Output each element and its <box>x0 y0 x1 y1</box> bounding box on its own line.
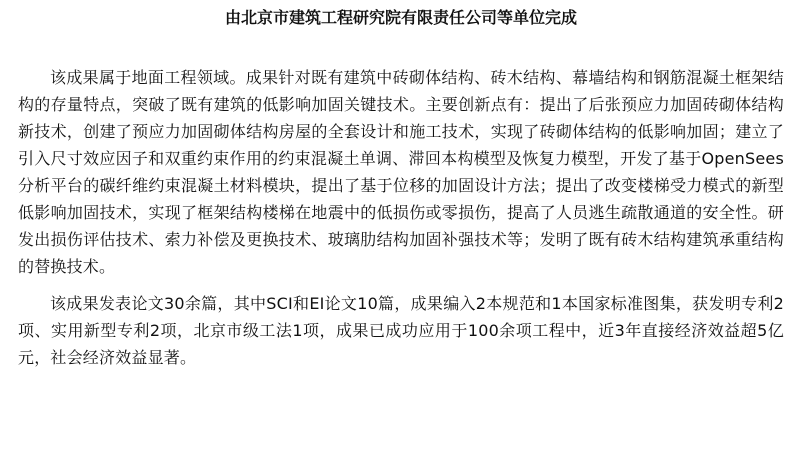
paragraph-achievement-summary: 该成果属于地面工程领域。成果针对既有建筑中砖砌体结构、砖木结构、幕墙结构和钢筋混凝土框架结构的存量特点，突破了既有建筑的低影响加固关键技术。主要创新点有：提出了后张预应力加固砖砌体结构新技术，创建了预应力加固砌体结构房屋的全套设计和施工技术，实现了砖砌体结构的低影响加固；建立了引入尺寸效应因子和双重约束作用的约束混凝土单调、滞回本构模型及恢复力模型，开发了基于OpenSees分析平台的碳纤维约束混凝土材料模块，提出了基于位移的加固设计方法；提出了改变楼梯受力模式的新型低影响加固技术，实现了框架结构楼梯在地震中的低损伤或零损伤，提高了人员逃生疏散通道的安全性。研发出损伤评估技术、索力补偿及更换技术、玻璃肋结构加固补强技术等；发明了既有砖木结构建筑承重结构的替换技术。 <box>18 68 784 276</box>
paragraph-achievement-results: 该成果发表论文30余篇，其中SCI和EI论文10篇，成果编入2本规范和1本国家标准图集，获发明专利2项、实用新型专利2项，北京市级工法1项，成果已成功应用于100余项工程中，近3年直接经济效益超5亿元，社会经济效益显著。 <box>18 294 784 367</box>
document-title: 由北京市建筑工程研究院有限责任公司等单位完成 <box>224 8 577 27</box>
document-body <box>18 0 784 371</box>
